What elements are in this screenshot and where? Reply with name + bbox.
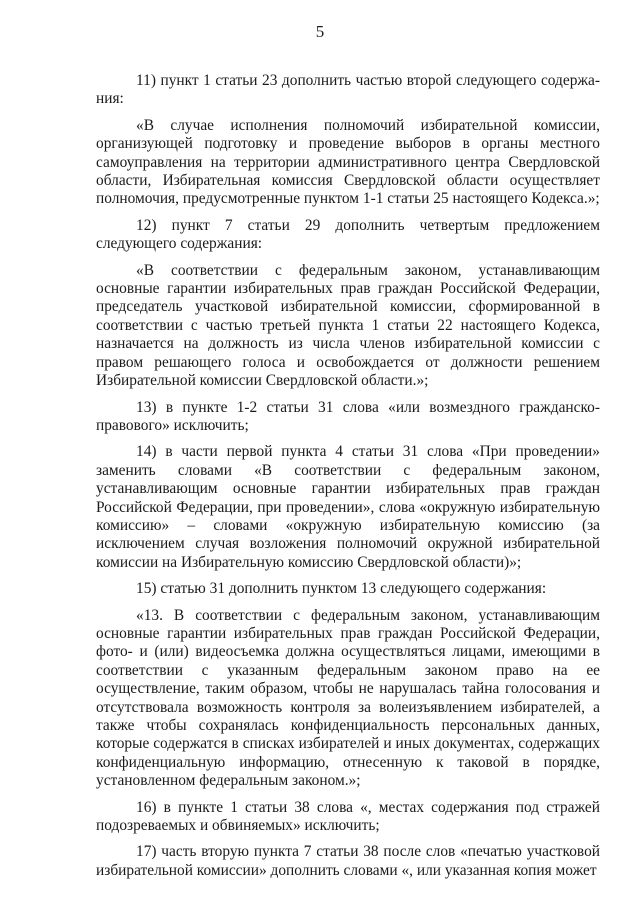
paragraph-item-17: 17) часть вторую пункта 7 статьи 38 после слов «печатью участковой избирательной комиссии» дополнить словами «, или указанная копия может xyxy=(96,843,600,879)
paragraph-item-14: 14) в части первой пункта 4 статьи 31 слова «При проведении» заменить словами «В соответствии с федеральным законом, устанавливающим основные гарантии избирательных прав граждан Российской Федерации, при проведении», слова «окружную избирательную комиссию» – словами «окружную избирательную комиссию (за исключением случая возложения полномочий окружной избирательной комиссии на Избирательную комиссию Свердловской области)»; xyxy=(96,443,600,571)
page-number: 5 xyxy=(315,22,325,41)
quoted-paragraph-item-15: «13. В соответствии с федеральным законом, устанавливающим основные гарантии избирательных прав граждан Российской Федерации, фото- и (или) видеосъемка должна осуществляться лицами, имеющими в соответствии с указанным федеральным законом право на ее осуществление, таким образом, чтобы не нарушалась тайна голосования и отсутствовала возможность контроля за волеизъявлением избирателей, а также чтобы сохранялась конфиденциальность персональных данных, которые содержатся в списках избирателей и иных документах, содержащих конфиденциальную информацию, отнесенную к таковой в порядке, установленном федеральным законом.»; xyxy=(96,606,600,790)
paragraph-item-11: 11) пункт 1 статьи 23 дополнить частью второй следующего содержа-ния: xyxy=(96,72,600,108)
quoted-paragraph-item-11: «В случае исполнения полномочий избирательной комиссии, организующей подготовку и проведение выборов в органы местного самоуправления на территории административного центра Свердловской области, Избирательная комиссия Свердловской области осуществляет полномочия, предусмотренные пунктом 1-1 статьи 25 настоящего Кодекса.»; xyxy=(96,116,600,208)
paragraph-item-16: 16) в пункте 1 статьи 38 слова «, местах содержания под стражей подозреваемых и обвиняемых» исключить; xyxy=(96,798,600,835)
quoted-paragraph-item-12: «В соответствии с федеральным законом, устанавливающим основные гарантии избирательных прав граждан Российской Федерации, председатель участковой избирательной комиссии, сформированной в соответствии с частью третьей пункта 1 статьи 22 настоящего Кодекса, назначается на должность из числа членов избирательной комиссии с правом решающего голоса и освобождается от должности решением Избирательной комиссии Свердловской области.»; xyxy=(96,261,600,390)
paragraph-item-15: 15) статью 31 дополнить пунктом 13 следующего содержания: xyxy=(136,580,547,598)
paragraph-item-12: 12) пункт 7 статьи 29 дополнить четвертым предложением следующего содержания: xyxy=(96,216,600,253)
paragraph-item-13: 13) в пункте 1-2 статьи 31 слова «или возмездного гражданско-правового» исключить; xyxy=(96,398,600,434)
document-body xyxy=(96,72,600,888)
